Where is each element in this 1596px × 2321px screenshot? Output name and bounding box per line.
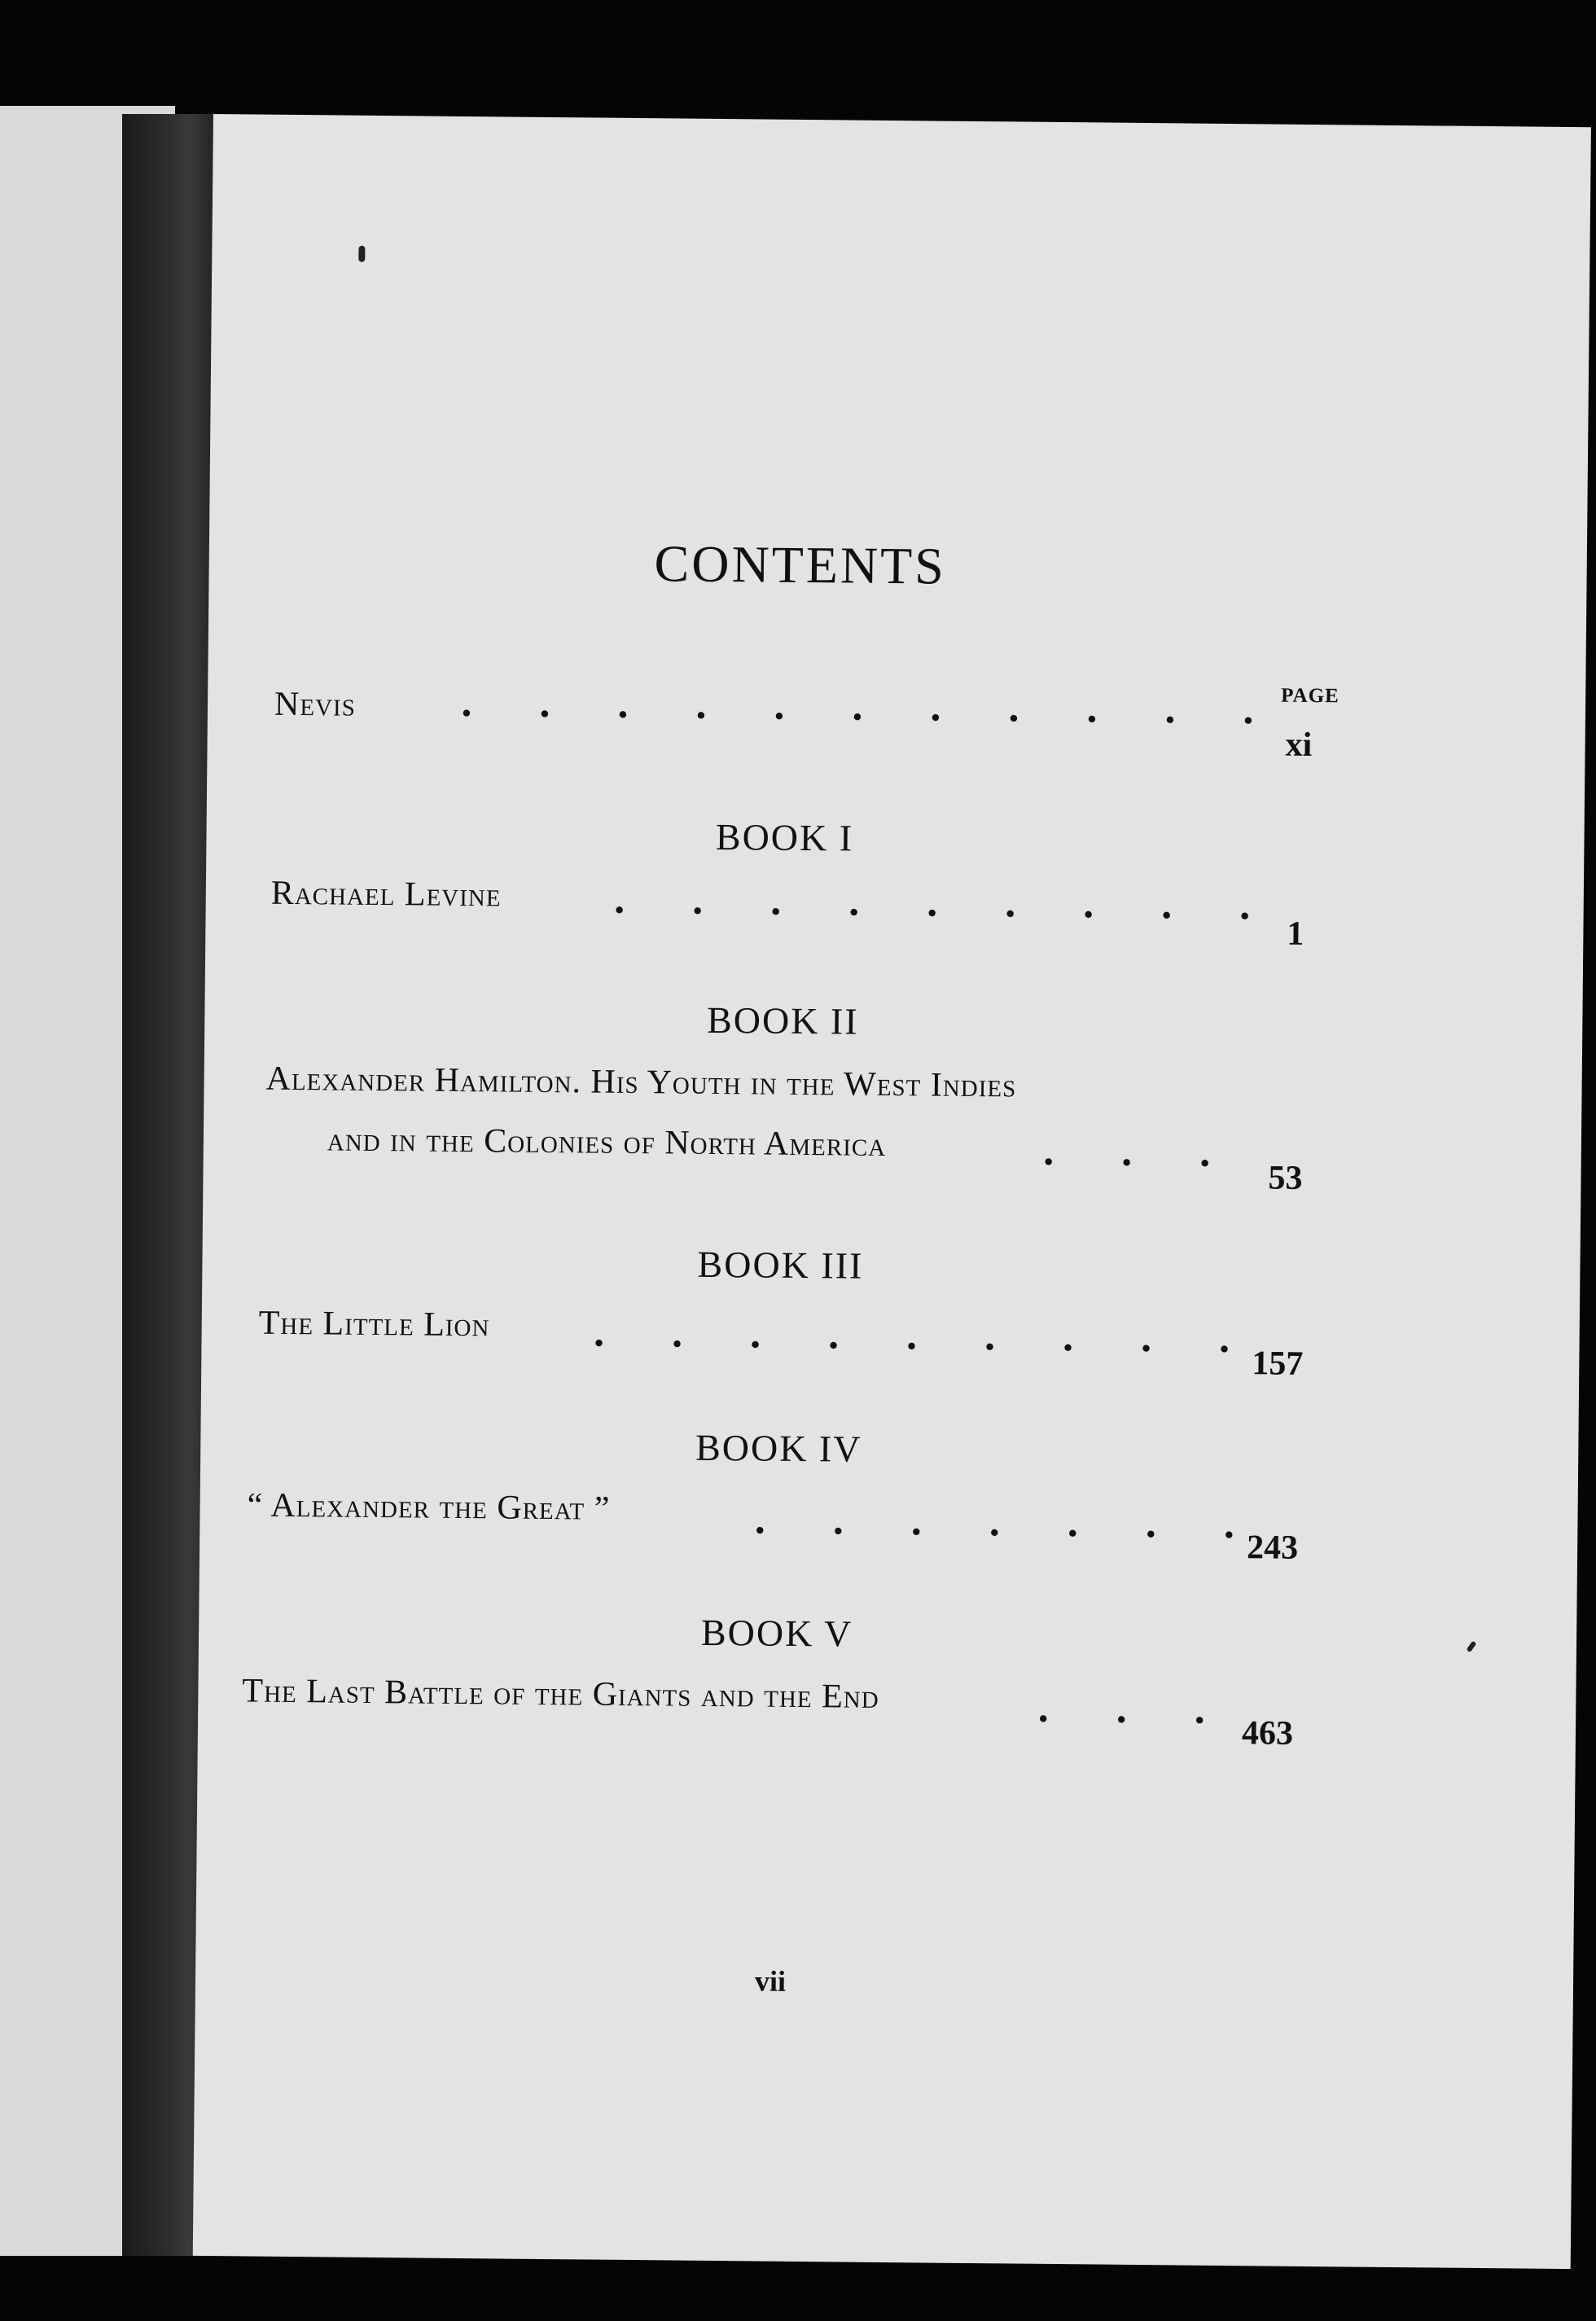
- ink-speck: [358, 246, 365, 262]
- ink-speck: [1466, 1640, 1476, 1652]
- book-heading: BOOK V: [700, 1611, 853, 1655]
- toc-entry-page: 53: [1268, 1159, 1303, 1197]
- toc-entry-title-continued: and in the Colonies of North America: [327, 1121, 887, 1164]
- toc-entry-page: 243: [1246, 1529, 1299, 1567]
- toc-entry-title: The Last Battle of the Giants and the End: [242, 1672, 879, 1716]
- book-heading: BOOK IV: [695, 1426, 862, 1470]
- toc-entry-page: xi: [1285, 726, 1313, 764]
- book-heading: BOOK III: [697, 1243, 864, 1287]
- toc-entry-title: The Little Lion: [258, 1304, 490, 1345]
- toc-entry-title: Alexander Hamilton. His Youth in the West Indies: [265, 1060, 1017, 1105]
- toc-entry-page: 1: [1287, 915, 1304, 953]
- page-title: CONTENTS: [654, 534, 947, 595]
- dot-leaders: . . . . . . . . .: [613, 875, 1251, 929]
- dot-leaders: . . . . . . . . .: [593, 1309, 1230, 1362]
- toc-entry-title: “ Alexander the Great ”: [247, 1486, 611, 1528]
- toc-entry-page: 463: [1241, 1714, 1294, 1753]
- dot-leaders: . . .: [1043, 1127, 1211, 1176]
- contents-page: [193, 114, 1591, 2269]
- book-heading: BOOK I: [715, 815, 854, 859]
- dot-leaders: . . . . . . .: [754, 1496, 1235, 1548]
- book-heading: BOOK II: [706, 998, 859, 1042]
- toc-entry-title: Rachael Levine: [270, 874, 502, 915]
- toc-entry-page: 157: [1252, 1345, 1304, 1383]
- page-column-label: PAGE: [1281, 684, 1340, 708]
- dot-leaders: . . . . . . . . . . .: [461, 678, 1254, 734]
- dot-leaders: . . .: [1037, 1684, 1206, 1733]
- page-number: vii: [754, 1964, 787, 1998]
- toc-entry-title: Nevis: [274, 685, 357, 724]
